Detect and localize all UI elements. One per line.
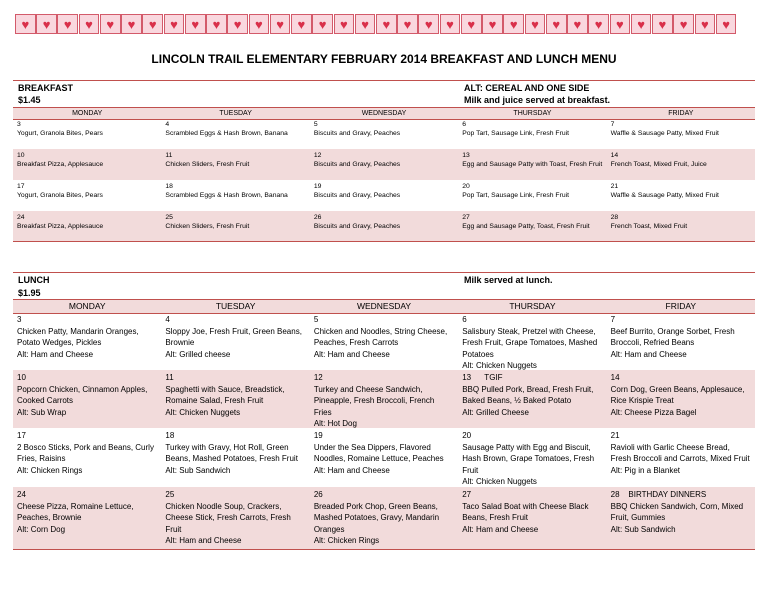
breakfast-day-cell <box>13 149 161 180</box>
breakfast-day-cell <box>458 180 606 211</box>
date-number: 24 <box>17 214 25 221</box>
day-wednesday: WEDNESDAY <box>361 110 407 117</box>
menu-items: Sausage Patty with Egg and Biscuit, Hash Brown, Grape Tomatoes, Fresh Fruit <box>462 442 595 475</box>
heart-icon: ♥ <box>227 14 248 34</box>
heart-icon: ♥ <box>312 14 333 34</box>
alt-option: Alt: Chicken Nuggets <box>165 407 241 417</box>
heart-icon: ♥ <box>291 14 312 34</box>
date-number: 25 <box>165 490 175 499</box>
date-number: 14 <box>610 373 620 382</box>
breakfast-day-cell <box>607 211 755 241</box>
heart-icon: ♥ <box>397 14 418 34</box>
heart-icon: ♥ <box>376 14 397 34</box>
lunch-day-cell <box>310 428 458 487</box>
lunch-top-rule <box>13 272 755 273</box>
date-number: 13 TGIF <box>462 373 503 382</box>
day-friday: FRIDAY <box>665 301 697 311</box>
date-number: 17 <box>17 183 25 190</box>
alt-option: Alt: Pig in a Blanket <box>610 465 680 475</box>
menu-items: French Toast, Mixed Fruit <box>610 223 688 231</box>
date-number: 6 <box>462 315 467 324</box>
heart-icon: ♥ <box>355 14 376 34</box>
date-number: 27 <box>462 490 472 499</box>
alt-option: Alt: Sub Wrap <box>17 407 67 417</box>
heart-icon: ♥ <box>695 14 716 34</box>
menu-items: Breakfast Pizza, Applesauce <box>17 161 104 169</box>
alt-option: Alt: Ham and Cheese <box>610 349 687 359</box>
lunch-day-cell <box>13 312 161 370</box>
heart-icon: ♥ <box>525 14 546 34</box>
heart-icon: ♥ <box>121 14 142 34</box>
lunch-label: LUNCH <box>18 275 50 285</box>
date-number: 7 <box>610 315 616 324</box>
alt-option: Alt: Ham and Cheese <box>17 349 94 359</box>
day-thursday: THURSDAY <box>509 301 556 311</box>
heart-icon: ♥ <box>546 14 567 34</box>
breakfast-day-cell <box>310 211 458 241</box>
breakfast-week-row <box>13 180 755 211</box>
menu-items: Biscuits and Gravy, Peaches <box>313 161 401 169</box>
lunch-milk-note: Milk served at lunch. <box>464 275 553 285</box>
date-number: 10 <box>17 152 25 159</box>
menu-items: Turkey with Gravy, Hot Roll, Green Beans, Mashed Potatoes, Fresh Fruit <box>165 442 298 464</box>
date-number: 28 <box>610 214 619 221</box>
menu-items: Salisbury Steak, Pretzel with Cheese, Fresh Fruit, Grape Tomatoes, Mashed Potatoes <box>462 326 598 359</box>
menu-items: Cheese Pizza, Romaine Lettuce, Peaches, Brownie <box>17 501 134 523</box>
breakfast-day-cell <box>13 118 161 149</box>
date-number: 11 <box>165 373 174 382</box>
menu-items: Pop Tart, Sausage Link, Fresh Fruit <box>462 130 570 138</box>
breakfast-day-cell <box>607 118 755 149</box>
date-number: 7 <box>610 121 615 128</box>
breakfast-day-cell <box>161 118 309 149</box>
day-monday: MONDAY <box>72 110 103 117</box>
breakfast-day-cell <box>310 118 458 149</box>
breakfast-day-cell <box>161 149 309 180</box>
day-tuesday: TUESDAY <box>219 110 252 117</box>
lunch-day-cell <box>161 370 309 428</box>
heart-icon: ♥ <box>334 14 355 34</box>
heart-icon: ♥ <box>142 14 163 34</box>
menu-items: Corn Dog, Green Beans, Applesauce, Rice Krispie Treat <box>610 384 745 406</box>
date-number: 12 <box>313 373 323 382</box>
date-number: 26 <box>313 490 323 499</box>
heart-icon: ♥ <box>100 14 121 34</box>
lunch-day-cell <box>13 428 161 487</box>
lunch-day-cell <box>607 370 755 428</box>
day-tuesday: TUESDAY <box>215 301 256 311</box>
alt-option: Alt: Chicken Nuggets <box>462 477 537 487</box>
lunch-day-cell <box>458 370 606 428</box>
heart-icon: ♥ <box>503 14 524 34</box>
lunch-day-cell <box>161 487 309 549</box>
menu-items: French Toast, Mixed Fruit, Juice <box>610 161 707 169</box>
breakfast-day-cell <box>458 118 606 149</box>
menu-items: Egg and Sausage Patty, Toast, Fresh Fruit <box>462 223 590 231</box>
lunch-day-cell <box>607 487 755 549</box>
menu-items: Ravioli with Garlic Cheese Bread, Fresh Broccoli and Carrots, Mixed Fruit <box>610 442 750 464</box>
heart-icon: ♥ <box>185 14 206 34</box>
breakfast-day-cell <box>13 180 161 211</box>
menu-items: Chicken Sliders, Fresh Fruit <box>165 161 250 169</box>
heart-icon: ♥ <box>567 14 588 34</box>
heart-icon: ♥ <box>588 14 609 34</box>
menu-items: Chicken Sliders, Fresh Fruit <box>165 223 250 231</box>
menu-items: Scrambled Eggs & Hash Brown, Banana <box>165 192 288 200</box>
day-monday: MONDAY <box>68 301 106 311</box>
date-number: 4 <box>165 121 170 128</box>
date-number: 25 <box>165 214 173 221</box>
heart-icon: ♥ <box>673 14 694 34</box>
date-number: 5 <box>313 315 319 324</box>
heart-icon: ♥ <box>418 14 439 34</box>
menu-items: Spaghetti with Sauce, Breadstick, Romaine Salad, Fresh Fruit <box>165 384 285 406</box>
menu-items: Biscuits and Gravy, Peaches <box>313 192 401 200</box>
breakfast-top-rule <box>13 80 755 81</box>
lunch-day-cell <box>458 312 606 370</box>
breakfast-alt: ALT: CEREAL AND ONE SIDE <box>464 83 590 93</box>
menu-items: Taco Salad Boat with Cheese Black Beans, Fresh Fruit <box>462 501 589 523</box>
menu-items: Yogurt, Granola Bites, Pears <box>17 192 103 200</box>
lunch-day-cell <box>458 428 606 487</box>
lunch-week-row <box>13 428 755 487</box>
lunch-day-cell <box>13 370 161 428</box>
breakfast-day-cell <box>458 149 606 180</box>
date-number: 20 <box>462 431 472 440</box>
day-wednesday: WEDNESDAY <box>356 301 412 311</box>
heart-icon: ♥ <box>164 14 185 34</box>
heart-icon: ♥ <box>15 14 36 34</box>
breakfast-day-cell <box>310 180 458 211</box>
menu-items: Popcorn Chicken, Cinnamon Apples, Cooked Carrots <box>17 384 148 406</box>
date-number: 18 <box>165 183 173 190</box>
heart-icon: ♥ <box>716 14 737 34</box>
alt-option: Alt: Sub Sandwich <box>610 524 676 534</box>
breakfast-week-row <box>13 211 755 242</box>
date-number: 21 <box>610 183 619 190</box>
menu-items: Beef Burrito, Orange Sorbet, Fresh Broccoli, Refried Beans <box>610 326 735 348</box>
breakfast-day-cell <box>13 211 161 241</box>
heart-icon: ♥ <box>206 14 227 34</box>
date-number: 6 <box>462 121 466 128</box>
menu-items: Under the Sea Dippers, Flavored Noodles, Romaine Lettuce, Peaches <box>313 442 444 464</box>
breakfast-week-row <box>13 149 755 180</box>
breakfast-price: $1.45 <box>18 95 41 105</box>
heart-icon: ♥ <box>57 14 78 34</box>
date-number: 19 <box>313 431 323 440</box>
alt-option: Alt: Hot Dog <box>313 419 357 429</box>
lunch-day-cell <box>310 487 458 549</box>
alt-option: Alt: Sub Sandwich <box>165 465 231 475</box>
menu-items: Chicken Noodle Soup, Crackers, Cheese Stick, Fresh Carrots, Fresh Fruit <box>165 501 291 534</box>
date-number: 28 BIRTHDAY DINNERS <box>610 490 707 499</box>
alt-option: Alt: Ham and Cheese <box>462 524 539 534</box>
heart-icon: ♥ <box>631 14 652 34</box>
lunch-day-cell <box>13 487 161 549</box>
date-number: 13 <box>462 152 470 159</box>
date-number: 10 <box>17 373 26 382</box>
alt-option: Alt: Ham and Cheese <box>165 536 242 546</box>
day-friday: FRIDAY <box>668 110 694 117</box>
alt-option: Alt: Ham and Cheese <box>313 465 390 475</box>
date-number: 5 <box>313 121 318 128</box>
menu-items: Biscuits and Gravy, Peaches <box>313 130 401 138</box>
alt-option: Alt: Chicken Nuggets <box>462 361 537 371</box>
menu-items: 2 Bosco Sticks, Pork and Beans, Curly Fries, Raisins <box>17 442 154 464</box>
menu-items: Egg and Sausage Patty with Toast, Fresh Fruit <box>462 161 603 169</box>
alt-option: Alt: Grilled cheese <box>165 349 231 359</box>
lunch-day-cell <box>607 428 755 487</box>
menu-items: Biscuits and Gravy, Peaches <box>313 223 401 231</box>
menu-items: Waffle & Sausage Patty, Mixed Fruit <box>610 130 719 138</box>
menu-items: Yogurt, Granola Bites, Pears <box>17 130 103 138</box>
heart-icon: ♥ <box>36 14 57 34</box>
heart-icon: ♥ <box>79 14 100 34</box>
date-number: 26 <box>313 214 322 221</box>
lunch-price: $1.95 <box>18 288 41 298</box>
breakfast-drink-note: Milk and juice served at breakfast. <box>464 95 611 105</box>
menu-items: BBQ Chicken Sandwich, Corn, Mixed Fruit, Gummies <box>610 501 744 523</box>
lunch-day-cell <box>161 312 309 370</box>
lunch-day-cell <box>310 370 458 428</box>
heart-icon: ♥ <box>610 14 631 34</box>
heart-border <box>15 14 737 36</box>
alt-option: Alt: Grilled Cheese <box>462 407 529 417</box>
menu-items: Scrambled Eggs & Hash Brown, Banana <box>165 130 288 138</box>
lunch-day-cell <box>607 312 755 370</box>
date-number: 3 <box>17 315 22 324</box>
heart-icon: ♥ <box>482 14 503 34</box>
date-number: 21 <box>610 431 620 440</box>
breakfast-week-row <box>13 118 755 149</box>
breakfast-day-cell <box>161 180 309 211</box>
date-number: 3 <box>17 121 21 128</box>
date-number: 11 <box>165 152 173 159</box>
alt-option: Alt: Cheese Pizza Bagel <box>610 407 697 417</box>
page-title: LINCOLN TRAIL ELEMENTARY FEBRUARY 2014 BREAKFAST AND LUNCH MENU <box>151 52 617 66</box>
heart-icon: ♥ <box>461 14 482 34</box>
date-number: 27 <box>462 214 470 221</box>
menu-items: Pop Tart, Sausage Link, Fresh Fruit <box>462 192 570 200</box>
menu-items: Breaded Pork Chop, Green Beans, Mashed Potatoes, Gravy, Mandarin Oranges <box>313 501 440 534</box>
alt-option: Alt: Chicken Rings <box>313 536 380 546</box>
alt-option: Alt: Chicken Rings <box>17 465 83 475</box>
breakfast-day-cell <box>607 149 755 180</box>
date-number: 17 <box>17 431 26 440</box>
alt-option: Alt: Corn Dog <box>17 524 66 534</box>
date-number: 14 <box>610 152 619 159</box>
lunch-week-row <box>13 312 755 370</box>
menu-items: BBQ Pulled Pork, Bread, Fresh Fruit, Baked Beans, ½ Baked Potato <box>462 384 594 406</box>
alt-option: Alt: Ham and Cheese <box>313 349 390 359</box>
lunch-day-cell <box>310 312 458 370</box>
breakfast-label: BREAKFAST <box>18 83 74 93</box>
menu-items: Chicken Patty, Mandarin Oranges, Potato Wedges, Pickles <box>17 326 139 348</box>
date-number: 18 <box>165 431 175 440</box>
lunch-week-row <box>13 487 755 550</box>
breakfast-day-cell <box>607 180 755 211</box>
date-number: 12 <box>313 152 322 159</box>
date-number: 20 <box>462 183 470 190</box>
date-number: 19 <box>313 183 322 190</box>
lunch-day-cell <box>458 487 606 549</box>
menu-items: Waffle & Sausage Patty, Mixed Fruit <box>610 192 719 200</box>
lunch-day-cell <box>161 428 309 487</box>
breakfast-day-cell <box>161 211 309 241</box>
breakfast-day-cell <box>310 149 458 180</box>
menu-items: Chicken and Noodles, String Cheese, Peaches, Fresh Carrots <box>313 326 448 348</box>
heart-icon: ♥ <box>249 14 270 34</box>
breakfast-day-cell <box>458 211 606 241</box>
date-number: 4 <box>165 315 170 324</box>
date-number: 24 <box>17 490 26 499</box>
lunch-week-row <box>13 370 755 428</box>
heart-icon: ♥ <box>270 14 291 34</box>
heart-icon: ♥ <box>652 14 673 34</box>
day-thursday: THURSDAY <box>513 110 552 117</box>
heart-icon: ♥ <box>440 14 461 34</box>
menu-items: Sloppy Joe, Fresh Fruit, Green Beans, Brownie <box>165 326 302 348</box>
menu-items: Breakfast Pizza, Applesauce <box>17 223 104 231</box>
menu-items: Turkey and Cheese Sandwich, Pineapple, Fresh Broccoli, French Fries <box>313 384 435 417</box>
